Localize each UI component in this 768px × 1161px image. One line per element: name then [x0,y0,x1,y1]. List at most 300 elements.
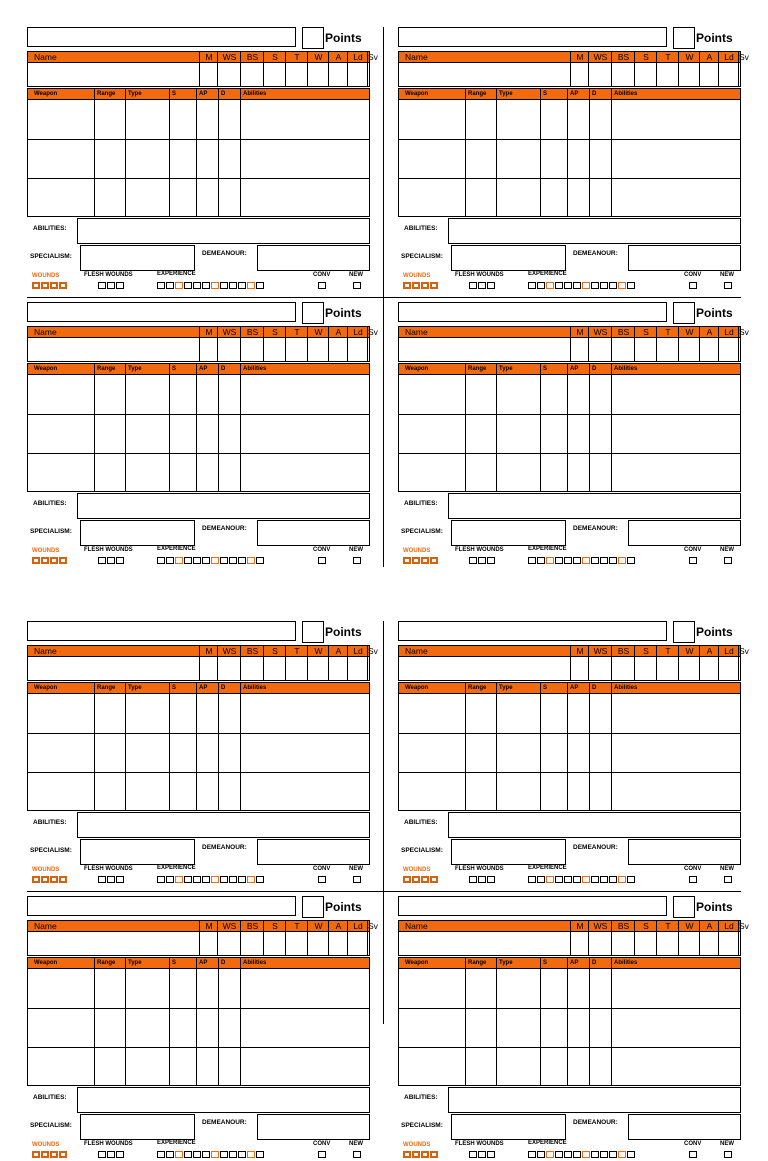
weapon-table[interactable] [398,694,741,811]
experience-checkbox[interactable] [247,1151,255,1158]
experience-checkbox[interactable] [555,1151,563,1158]
stat-cell-divider [738,338,739,361]
weapon-col-divider [169,969,170,1085]
experience-checkbox[interactable] [546,1151,554,1158]
weapon-col-divider [169,375,170,491]
weapon-header-4: AP [196,683,221,693]
wounds-checkbox[interactable] [41,557,49,564]
specialism-field[interactable] [80,520,195,546]
experience-checkbox[interactable] [609,876,617,883]
experience-checkbox[interactable] [600,557,608,564]
flesh-wound-checkbox[interactable] [116,876,124,883]
experience-checkbox[interactable] [229,876,237,883]
stat-values-row[interactable] [27,932,370,956]
experience-checkbox[interactable] [220,557,228,564]
specialism-field[interactable] [451,839,566,865]
conv-checkbox[interactable] [318,1151,326,1158]
stat-values-row[interactable] [398,338,741,362]
experience-checkbox[interactable] [229,557,237,564]
experience-checkbox[interactable] [256,282,264,289]
wounds-checkbox[interactable] [412,282,420,289]
wounds-checkbox[interactable] [41,1151,49,1158]
experience-checkbox[interactable] [220,876,228,883]
flesh-wound-checkbox[interactable] [469,876,477,883]
experience-checkbox[interactable] [546,557,554,564]
flesh-wound-checkbox[interactable] [487,1151,495,1158]
wounds-checkbox[interactable] [59,1151,67,1158]
stat-header [27,51,378,63]
weapon-header-4: AP [196,364,221,374]
wounds-label: WOUNDS [32,867,60,873]
wounds-checkbox[interactable] [403,876,411,883]
experience-checkbox[interactable] [211,876,219,883]
experience-checkbox[interactable] [564,282,572,289]
stat-values-row[interactable] [398,932,741,956]
points-entry-box[interactable] [302,896,324,918]
abilities-field[interactable] [77,493,370,519]
wounds-track [403,1151,438,1158]
experience-checkbox[interactable] [166,1151,174,1158]
experience-checkbox[interactable] [238,1151,246,1158]
stat-header [27,326,378,338]
points-entry-box[interactable] [302,302,324,324]
stat-header [398,645,749,657]
conv-checkbox[interactable] [318,876,326,883]
points-label: Points [696,306,733,320]
demeanour-field[interactable] [628,520,741,546]
weapon-header-2: Type [125,364,172,374]
new-checkbox[interactable] [353,1151,361,1158]
experience-checkbox[interactable] [627,282,635,289]
datacard [398,621,749,886]
new-checkbox[interactable] [353,557,361,564]
demeanour-field[interactable] [628,839,741,865]
flesh-wound-track [98,282,124,289]
experience-checkbox[interactable] [193,557,201,564]
stat-header-7: Ld [347,646,368,656]
experience-checkbox[interactable] [600,282,608,289]
stat-cell-divider [611,63,612,86]
flesh-wound-checkbox[interactable] [107,1151,115,1158]
name-entry-box[interactable] [27,27,296,47]
weapon-table[interactable] [27,969,370,1086]
experience-checkbox[interactable] [202,282,210,289]
specialism-field[interactable] [451,1114,566,1140]
abilities-field[interactable] [77,218,370,244]
weapon-row-divider [28,772,369,773]
flesh-wound-checkbox[interactable] [98,282,106,289]
stat-cell-divider [718,63,719,86]
demeanour-field[interactable] [257,839,370,865]
experience-checkbox[interactable] [627,557,635,564]
experience-checkbox[interactable] [175,557,183,564]
wounds-checkbox[interactable] [430,1151,438,1158]
experience-checkbox[interactable] [591,1151,599,1158]
specialism-field[interactable] [451,520,566,546]
experience-checkbox[interactable] [175,876,183,883]
experience-checkbox[interactable] [618,282,626,289]
experience-checkbox[interactable] [573,876,581,883]
wounds-checkbox[interactable] [59,282,67,289]
abilities-field[interactable] [448,1087,741,1113]
wounds-checkbox[interactable] [430,557,438,564]
experience-checkbox[interactable] [184,1151,192,1158]
demeanour-field[interactable] [257,520,370,546]
wounds-checkbox[interactable] [50,1151,58,1158]
experience-checkbox[interactable] [618,1151,626,1158]
new-checkbox[interactable] [353,876,361,883]
stat-header-1: WS [217,52,241,62]
experience-checkbox[interactable] [238,282,246,289]
demeanour-field[interactable] [628,1114,741,1140]
experience-checkbox[interactable] [193,876,201,883]
name-entry-box[interactable] [27,896,296,916]
wounds-checkbox[interactable] [59,876,67,883]
experience-checkbox[interactable] [157,557,165,564]
experience-checkbox[interactable] [600,1151,608,1158]
experience-checkbox[interactable] [202,557,210,564]
experience-checkbox[interactable] [582,876,590,883]
new-track [724,876,732,883]
stat-values-row[interactable] [27,338,370,362]
conv-checkbox[interactable] [689,876,697,883]
flesh-wound-checkbox[interactable] [98,1151,106,1158]
experience-checkbox[interactable] [582,557,590,564]
flesh-wound-track [98,557,124,564]
name-header-label: Name [34,921,57,931]
new-checkbox[interactable] [724,557,732,564]
wounds-checkbox[interactable] [32,1151,40,1158]
weapon-row-divider [399,1047,740,1048]
experience-checkbox[interactable] [618,876,626,883]
name-entry-box[interactable] [27,302,296,322]
weapon-col-divider [465,969,466,1085]
stat-header-8: Sv [368,327,378,337]
experience-checkbox[interactable] [184,282,192,289]
abilities-field[interactable] [77,1087,370,1113]
experience-checkbox[interactable] [627,876,635,883]
experience-checkbox[interactable] [211,557,219,564]
weapon-col-divider [240,100,241,216]
stat-values-row[interactable] [398,657,741,681]
weapon-row-divider [28,733,369,734]
experience-checkbox[interactable] [546,876,554,883]
stat-cell-divider [217,63,218,86]
experience-checkbox[interactable] [247,876,255,883]
experience-checkbox[interactable] [229,282,237,289]
experience-checkbox[interactable] [555,876,563,883]
wounds-checkbox[interactable] [50,282,58,289]
weapon-header-5: D [218,364,243,374]
flesh-wound-checkbox[interactable] [478,557,486,564]
experience-checkbox[interactable] [564,1151,572,1158]
experience-checkbox[interactable] [166,282,174,289]
experience-track [157,1151,264,1158]
experience-checkbox[interactable] [573,282,581,289]
experience-checkbox[interactable] [157,1151,165,1158]
experience-checkbox[interactable] [537,557,545,564]
flesh-wound-checkbox[interactable] [107,557,115,564]
stat-header-7: Ld [718,646,739,656]
experience-checkbox[interactable] [582,1151,590,1158]
experience-checkbox[interactable] [528,282,536,289]
experience-checkbox[interactable] [247,282,255,289]
experience-checkbox[interactable] [609,557,617,564]
flesh-wound-checkbox[interactable] [469,557,477,564]
experience-checkbox[interactable] [202,876,210,883]
experience-checkbox[interactable] [238,876,246,883]
abilities-label: ABILITIES: [404,225,438,232]
name-entry-box[interactable] [398,896,667,916]
experience-checkbox[interactable] [627,1151,635,1158]
datacard [27,302,378,567]
experience-checkbox[interactable] [175,282,183,289]
new-checkbox[interactable] [724,876,732,883]
weapon-header-6: Abilities [240,683,374,693]
wounds-checkbox[interactable] [430,282,438,289]
experience-checkbox[interactable] [229,1151,237,1158]
stat-cell-divider [738,657,739,680]
experience-checkbox[interactable] [537,282,545,289]
specialism-field[interactable] [80,839,195,865]
stat-cell-divider [199,657,200,680]
stat-cell-divider [699,657,700,680]
stat-values-row[interactable] [27,63,370,87]
flesh-wound-checkbox[interactable] [469,282,477,289]
weapon-header-6: Abilities [611,958,745,968]
weapon-table[interactable] [398,375,741,492]
experience-checkbox[interactable] [220,282,228,289]
weapon-header-0: Weapon [34,685,58,691]
experience-checkbox[interactable] [555,557,563,564]
wounds-checkbox[interactable] [32,282,40,289]
wounds-checkbox[interactable] [32,557,40,564]
wounds-checkbox[interactable] [430,876,438,883]
flesh-wound-checkbox[interactable] [478,876,486,883]
experience-checkbox[interactable] [157,876,165,883]
flesh-wound-checkbox[interactable] [98,876,106,883]
wounds-checkbox[interactable] [421,282,429,289]
abilities-field[interactable] [448,812,741,838]
abilities-field[interactable] [448,218,741,244]
experience-checkbox[interactable] [537,876,545,883]
experience-checkbox[interactable] [591,876,599,883]
stat-header-3: S [634,921,657,931]
conv-label: CONV [684,272,702,278]
wounds-checkbox[interactable] [412,557,420,564]
demeanour-field[interactable] [628,245,741,271]
stat-cell-divider [285,932,286,955]
new-label: NEW [349,1141,363,1147]
conv-track [318,876,326,883]
wounds-checkbox[interactable] [421,876,429,883]
stat-cell-divider [738,932,739,955]
datacard [398,896,749,1161]
weapon-table[interactable] [398,100,741,217]
experience-checkbox[interactable] [193,282,201,289]
name-entry-box[interactable] [398,27,667,47]
points-entry-box[interactable] [302,621,324,643]
experience-checkbox[interactable] [591,282,599,289]
stat-cell-divider [217,338,218,361]
experience-checkbox[interactable] [256,876,264,883]
stat-header-6: A [699,327,719,337]
stat-cell-divider [199,932,200,955]
abilities-field[interactable] [448,493,741,519]
experience-checkbox[interactable] [591,557,599,564]
new-checkbox[interactable] [724,282,732,289]
stat-header-2: BS [611,52,635,62]
stat-header-3: S [634,646,657,656]
experience-checkbox[interactable] [166,876,174,883]
experience-checkbox[interactable] [220,1151,228,1158]
flesh-wound-checkbox[interactable] [478,282,486,289]
experience-checkbox[interactable] [609,1151,617,1158]
specialism-field[interactable] [80,245,195,271]
weapon-header-3: S [540,958,570,968]
experience-checkbox[interactable] [600,876,608,883]
stat-cell-divider [699,932,700,955]
experience-checkbox[interactable] [528,557,536,564]
wounds-checkbox[interactable] [41,282,49,289]
wounds-checkbox[interactable] [403,282,411,289]
experience-checkbox[interactable] [184,876,192,883]
flesh-wound-checkbox[interactable] [116,1151,124,1158]
demeanour-field[interactable] [257,245,370,271]
experience-checkbox[interactable] [166,557,174,564]
conv-checkbox[interactable] [689,1151,697,1158]
points-entry-box[interactable] [302,27,324,49]
specialism-label: SPECIALISM: [401,253,443,260]
stat-cell-divider [588,338,589,361]
stat-header-6: A [699,646,719,656]
experience-checkbox[interactable] [184,557,192,564]
wounds-checkbox[interactable] [50,876,58,883]
wounds-checkbox[interactable] [412,876,420,883]
experience-checkbox[interactable] [564,557,572,564]
wounds-checkbox[interactable] [59,557,67,564]
weapon-col-divider [240,694,241,810]
experience-checkbox[interactable] [564,876,572,883]
wounds-checkbox[interactable] [421,1151,429,1158]
stat-cell-divider [367,932,368,955]
weapon-table[interactable] [398,969,741,1086]
weapon-col-divider [611,969,612,1085]
specialism-label: SPECIALISM: [401,847,443,854]
wounds-checkbox[interactable] [412,1151,420,1158]
experience-track [157,282,264,289]
flesh-wound-checkbox[interactable] [478,1151,486,1158]
flesh-wound-checkbox[interactable] [98,557,106,564]
flesh-wounds-label: FLESH WOUNDS [455,547,504,553]
flesh-wound-checkbox[interactable] [487,876,495,883]
specialism-field[interactable] [80,1114,195,1140]
experience-checkbox[interactable] [573,557,581,564]
wounds-checkbox[interactable] [32,876,40,883]
weapon-table[interactable] [27,375,370,492]
weapon-table[interactable] [27,100,370,217]
stat-header-1: WS [217,921,241,931]
points-entry-box[interactable] [673,27,695,49]
experience-checkbox[interactable] [238,557,246,564]
wounds-checkbox[interactable] [41,876,49,883]
weapon-row-divider [28,414,369,415]
new-label: NEW [720,272,734,278]
flesh-wound-checkbox[interactable] [116,557,124,564]
points-entry-box[interactable] [673,302,695,324]
experience-checkbox[interactable] [528,1151,536,1158]
stat-header-4: T [285,327,308,337]
experience-checkbox[interactable] [211,282,219,289]
wounds-checkbox[interactable] [50,557,58,564]
wounds-checkbox[interactable] [421,557,429,564]
experience-checkbox[interactable] [618,557,626,564]
conv-checkbox[interactable] [689,282,697,289]
experience-checkbox[interactable] [256,557,264,564]
flesh-wound-checkbox[interactable] [116,282,124,289]
experience-checkbox[interactable] [256,1151,264,1158]
stat-header-0: M [199,646,218,656]
weapon-table[interactable] [27,694,370,811]
flesh-wound-checkbox[interactable] [107,876,115,883]
experience-checkbox[interactable] [555,282,563,289]
flesh-wound-checkbox[interactable] [107,282,115,289]
stat-cell-divider [718,932,719,955]
stat-values-row[interactable] [398,63,741,87]
experience-checkbox[interactable] [202,1151,210,1158]
stat-cell-divider [347,932,348,955]
experience-checkbox[interactable] [528,876,536,883]
flesh-wound-checkbox[interactable] [487,557,495,564]
flesh-wound-checkbox[interactable] [487,282,495,289]
points-entry-box[interactable] [673,621,695,643]
experience-checkbox[interactable] [247,557,255,564]
conv-checkbox[interactable] [689,557,697,564]
stat-header-5: W [307,921,329,931]
name-header-label: Name [34,327,57,337]
experience-checkbox[interactable] [573,1151,581,1158]
experience-checkbox[interactable] [175,1151,183,1158]
experience-checkbox[interactable] [537,1151,545,1158]
experience-checkbox[interactable] [609,282,617,289]
wounds-checkbox[interactable] [403,557,411,564]
wounds-checkbox[interactable] [403,1151,411,1158]
stat-header-4: T [285,52,308,62]
weapon-header-6: Abilities [240,364,374,374]
conv-checkbox[interactable] [318,557,326,564]
experience-checkbox[interactable] [582,282,590,289]
demeanour-field[interactable] [257,1114,370,1140]
experience-checkbox[interactable] [193,1151,201,1158]
stat-values-row[interactable] [27,657,370,681]
specialism-field[interactable] [451,245,566,271]
abilities-field[interactable] [77,812,370,838]
experience-checkbox[interactable] [157,282,165,289]
experience-checkbox[interactable] [546,282,554,289]
experience-checkbox[interactable] [211,1151,219,1158]
points-entry-box[interactable] [673,896,695,918]
conv-checkbox[interactable] [318,282,326,289]
stat-cell-divider [718,657,719,680]
flesh-wound-checkbox[interactable] [469,1151,477,1158]
name-entry-box[interactable] [398,302,667,322]
new-checkbox[interactable] [724,1151,732,1158]
wounds-label: WOUNDS [403,273,431,279]
weapon-col-divider [567,969,568,1085]
new-checkbox[interactable] [353,282,361,289]
name-entry-box[interactable] [27,621,296,641]
name-entry-box[interactable] [398,621,667,641]
